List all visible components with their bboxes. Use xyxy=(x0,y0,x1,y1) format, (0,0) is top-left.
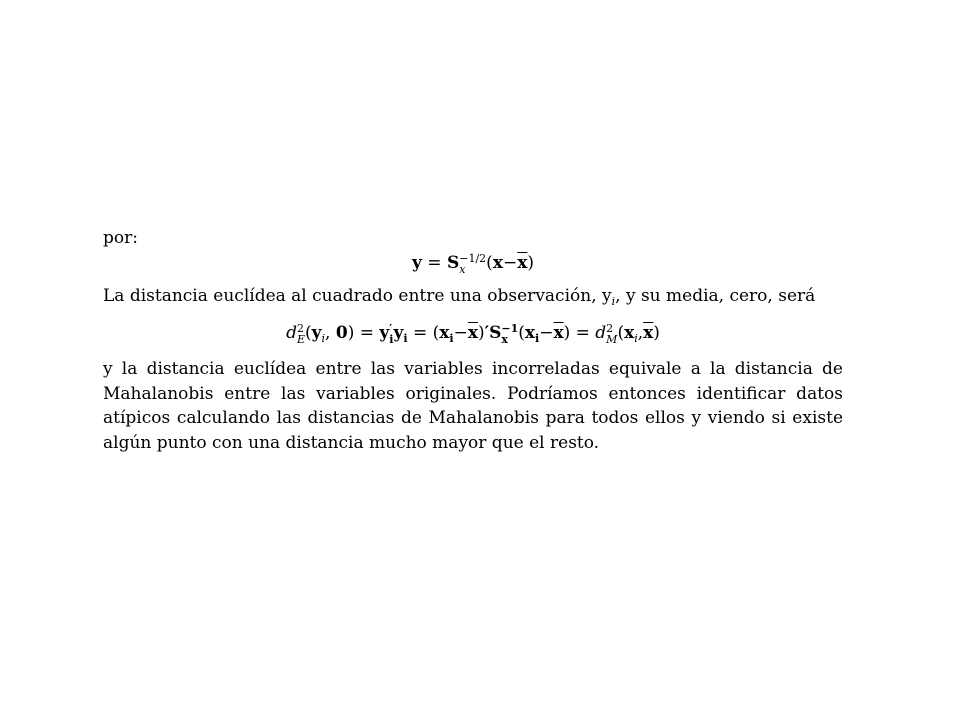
intro-text: por: xyxy=(103,228,138,248)
paragraph-euclidean-end: , y su media, cero, será xyxy=(615,286,816,306)
document-page xyxy=(103,226,843,455)
equation-transform: y = S −1/2 x $(x-\overline{x})$ xyxy=(412,251,534,276)
equation-distance: d 2 E ($y_i$, 0) = y ′ i $y_i = (x_i-\overline{x})'S$ −1 x $(x_i-\overline{x}) = d$ 2 M $(x_i,\overline{x})$ xyxy=(286,321,660,346)
paragraph-euclidean-text: La distancia euclídea al cuadrado entre una observación, y xyxy=(103,286,612,306)
paragraph-euclidean-subscript: i xyxy=(611,295,616,308)
paragraph-euclidean xyxy=(103,284,843,309)
paragraph-mahalanobis: y la distancia euclídea entre las variables incorreladas equivale a la distancia de Mahalanobis entre las variables originales. Podríamos entonces identificar datos atípicos calculando las distancias de Mahalanobis para todos ellos y viendo si existe algún punto con una distancia mucho mayor que el resto. xyxy=(103,359,843,453)
